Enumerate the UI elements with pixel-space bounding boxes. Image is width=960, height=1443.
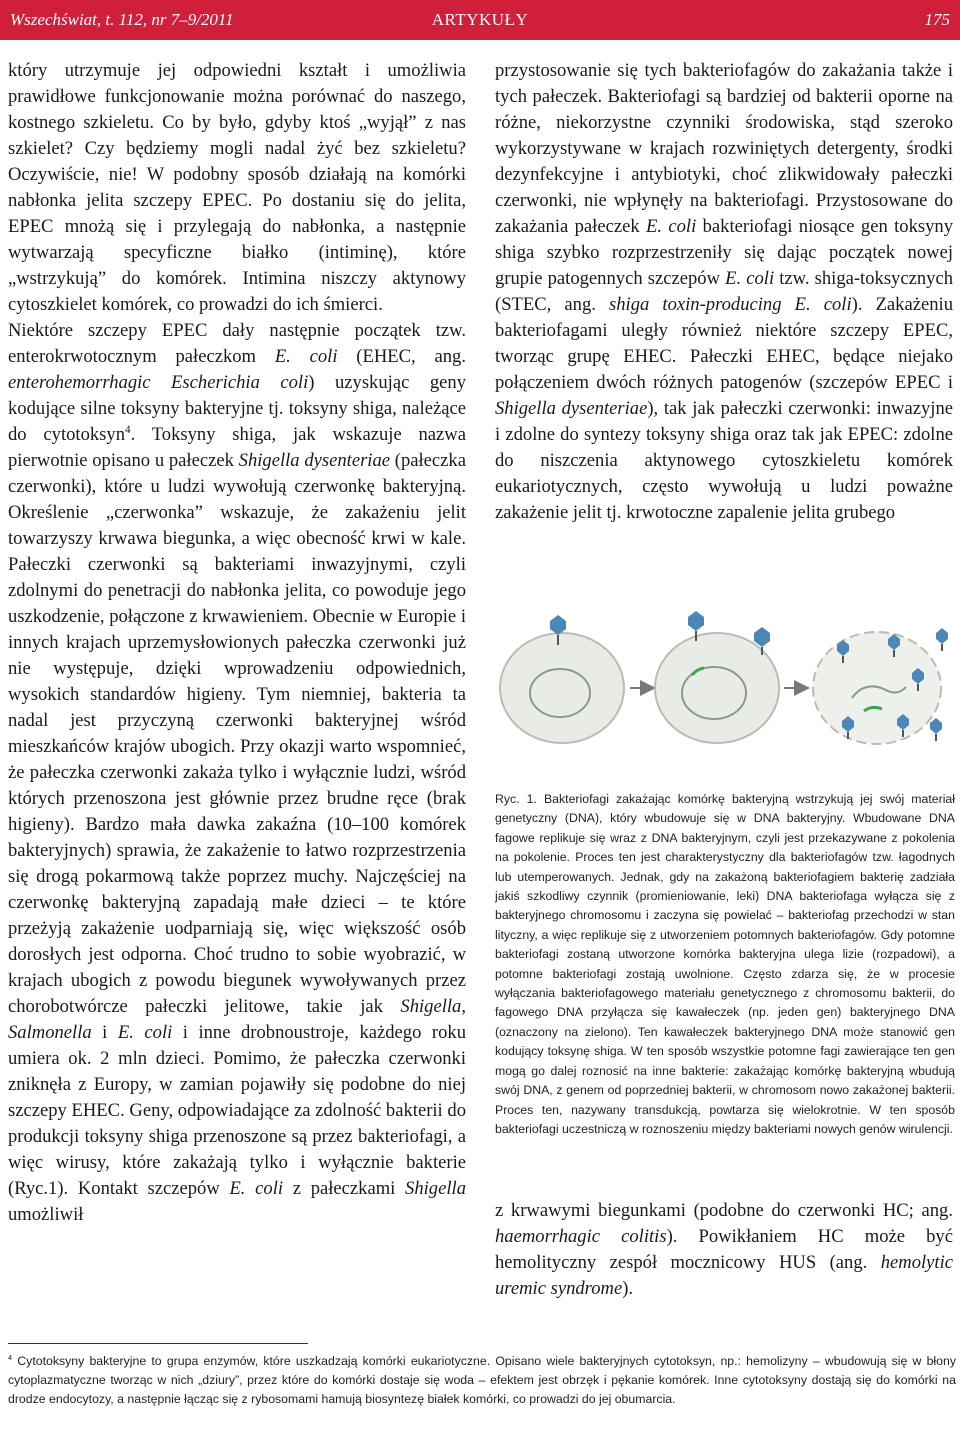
phage-diagram: [492, 593, 958, 783]
page-header: [0, 0, 960, 40]
bacterial-cell: [500, 633, 624, 743]
page-number: 175: [924, 10, 950, 29]
left-column: [8, 58, 466, 1228]
figure-caption: Ryc. 1. Bakteriofagi zakażając komórkę bakteryjną wstrzykują jej swój materiał genetyczny (DNA), który wbudowuje się w DNA bakteryjny. Wbudowane DNA fagowe replikuje się wraz z DNA bakteryjnym, czyli jest przekazywane z pokolenia na pokolenie. Proces ten jest charakterystyczny dla bakteriofagów tzw. łagodnych lub utemperowanych. Jednak, gdy na zakażoną bakteriofagiem bakterię zadziała jakiś szkodliwy czynnik (promieniowanie, leki) DNA bakteriofaga wyłącza się z bakteryjnego chromosomu i zaczyna się powielać – bakteriofag przechodzi w stan lityczny, a więc replikuje się z utworzeniem potomnych bakteriofagów. Gdy potomne bakteriofagi zostaną utworzone komórka bakteryjna ulega lizie (rozpadowi), a potomne bakteriofagi zostają uwolnione. Często zdarza się, że w procesie wyłączania bakteriofagowego materiału genetycznego z chromosomu bakterii, do fagowego DNA przyłącza się kawałeczek (np. jeden gen) bakteryjnego DNA (oznaczony na zielono). Ten kawałeczek bakteryjnego DNA może stanowić gen kodujący toksynę shiga. W ten sposób wszystkie potomne fagi zawierające ten gen mogą go dalej roznosić na inne bakterie: zakażając komórkę bakteryjną wbudują swój DNA, z genem od poprzedniej bakterii, w chromosom nowo zakażonej bakterii. Proces ten, nazywany transdukcją, powtarza się wielokrotnie. W ten sposób bakteriofagi uczestniczą w roznoszeniu między bakteriami nowych genów wirulencji.: [495, 792, 955, 1136]
right-column-bottom: [495, 1198, 953, 1302]
footnote-divider: [8, 1343, 308, 1344]
journal-title: Wszechświat, t. 112, nr 7–9/2011: [10, 10, 234, 29]
bacterial-cell: [655, 633, 779, 743]
section-title: ARTYKUŁY: [431, 10, 529, 29]
paragraph: Niektóre szczepy EPEC dały następnie początek tzw. enterokrwotocznym pałeczkom E. coli (EHEC, ang. enterohemorrhagic Escherichia coli) uzyskując geny kodujące silne toksyny bakteryjne tj. toksyny shiga, należące do cytotoksyn$^4$. Toksyny shiga, jak wskazuje nazwa pierwotnie opisano u pałeczek Shigella dysenteriae (pałeczka czerwonki), które u ludzi wywołują czerwonkę bakteryjną. Określenie „czerwonka” wskazuje, że zakażeniu jelit towarzyszy krwawa biegunka, a więc obecność krwi w kale. Pałeczki czerwonki są bakteriami inwazyjnymi, czyli zdolnymi do penetracji do nabłonka jelita, co powoduje jego uszkodzenie, połączone z krwawieniem. Obecnie w Europie i innych krajach uprzemysłowionych pałeczka czerwonki już nie występuje, dzięki wprowadzeniu odpowiednich, wysokich standardów higieny. Tym niemniej, bakteria ta nadal jest przyczyną czerwonki bakteryjnej wśród mieszkańców krajów ubogich. Przy okazji warto wspomnieć, że pałeczka czerwonki zakaża tylko i wyłącznie ludzi, wśród których przenoszona jest głównie przez brudne ręce (brak higieny). Bardzo mała dawka zakaźna (10–100 komórek bakteryjnych) sprawia, że zakażenie to łatwo rozprzestrzenia się drogą pokarmową także poprzez muchy. Najczęściej na czerwonkę bakteryjną zapadają małe dzieci – te które przeżyją zakażenie uodparniają się, więc większość osób dorosłych jest odporna. Choć trudno to sobie wyobrazić, w krajach ubogich z powodu biegunek wywoływanych przez chorobotwórcze pałeczki jelitowe, takie jak Shigella, Salmonella i E. coli i inne drobnoustroje, każdego roku umiera ok. 2 mln dzieci. Pomimo, że pałeczka czerwonki zniknęła z Europy, w zamian pojawiły się podobne do niej szczepy EHEC. Geny, odpowiadające za zdolność bakterii do produkcji toksyny shiga przenoszone są przez bakteriofagi, a więc wirusy, które zakażają tylko i wyłącznie bakterie (Ryc.1). Kontakt szczepów E. coli z pałeczkami Shigella umożliwił: [8, 320, 466, 1225]
footnote: $^4$ Cytotoksyny bakteryjne to grupa enzymów, które uszkadzają komórki eukariotyczne. Opisano wiele bakteryjnych cytotoksyn, np.: hemolizyny – wbudowują się w błony cytoplazmatyczne tworząc w nich „dziury”, przez które do komórki dostaje się woda – efektem jest obrzęk i pękanie komórek. Inne cytotoksyny dostają się do komórki na drodze endocytozy, a następnie łącząc się z rybosomami hamują biosyntezę białek komórki, co prowadzi do jej obumarcia.: [8, 1352, 956, 1406]
footnote-ref[interactable]: 4: [125, 423, 131, 436]
phage-icon: [936, 628, 948, 651]
paragraph: przystosowanie się tych bakteriofagów do zakażania także i tych pałeczek. Bakteriofagi są bardziej od bakterii oporne na różne, niekorzystne czynniki środowiska, stąd szeroko wykorzystywane w krajach rozwiniętych detergenty, środki dezynfekcyjne i antybiotyki, choć zlikwidowały pałeczki czerwonki, nie wpłynęły na bakteriofagi. Przystosowane do zakażania pałeczek E. coli bakteriofagi niosące gen toksyny shiga szybko rozprzestrzeniły się dając początek nowej grupie patogennych szczepów E. coli tzw. shiga-toksycznych (STEC, ang. shiga toxin-producing E. coli). Zakażeniu bakteriofagami uległy również niektóre szczepy EPEC, tworząc grupę EHEC. Pałeczki EHEC, będące niejako połączeniem dwóch różnych patogenów (szczepów EPEC i Shigella dysenteriae), tak jak pałeczki czerwonki: inwazyjne i zdolne do syntezy toksyny shiga oraz tak jak EPEC: zdolne do niszczenia aktynowego cytoszkieletu komórek eukariotycznych, często wywołują u ludzi poważne zakażenie jelit tj. krwotoczne zapalenie jelita grubego: [495, 60, 953, 523]
paragraph: który utrzymuje jej odpowiedni kształt i umożliwia prawidłowe funkcjonowanie można porównać do naszego, kostnego szkieletu. Co by było, gdyby ktoś „wyjął” z nas szkielet? Czy będziemy mogli nadal żyć bez szkieletu? Oczywiście, nie! W podobny sposób działają na komórki nabłonka jelita szczepy EPEC. Po dostaniu się do jelita, EPEC mnożą się i przylegają do nabłonka, a następnie wytwarzają specyficzne białko (intiminę), które „wstrzykują” do komórek. Intimina niszczy aktynowy cytoszkielet komórek, co prowadzi do ich śmierci.: [8, 60, 466, 315]
paragraph: z krwawymi biegunkami (podobne do czerwonki HC; ang. haemorrhagic colitis). Powikłaniem HC może być hemolityczny zespół mocznicowy HUS (ang. hemolytic uremic syndrome).: [495, 1200, 953, 1299]
phage-icon: [930, 718, 942, 741]
right-column-top: [495, 58, 953, 526]
footnote-number: 4: [8, 1352, 13, 1362]
lysing-cell: [813, 632, 941, 744]
figure-bacteriophage-illustration: [492, 593, 958, 783]
